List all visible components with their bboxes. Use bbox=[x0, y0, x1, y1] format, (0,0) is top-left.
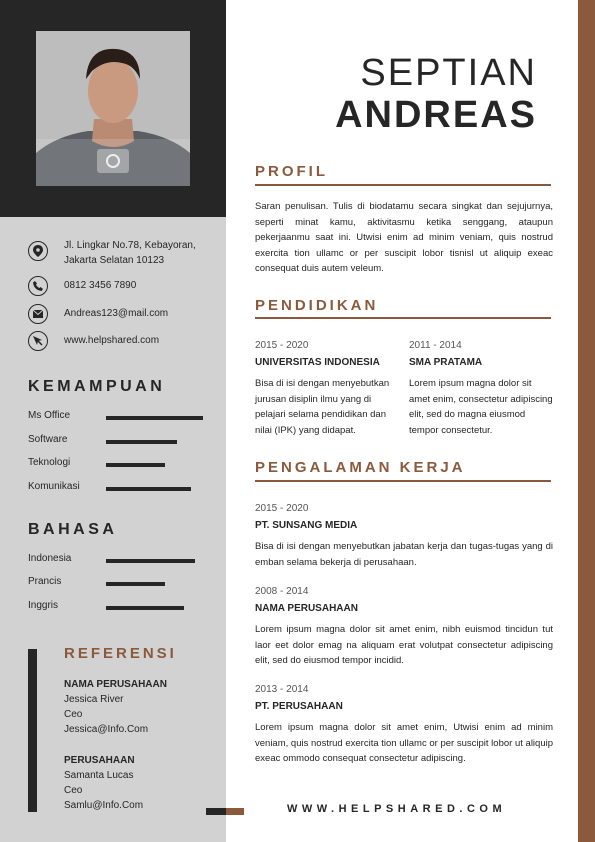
education-school: SMA PRATAMA bbox=[409, 357, 483, 368]
address-line-2: Jakarta Selatan 10123 bbox=[64, 255, 165, 266]
education-divider bbox=[255, 317, 551, 319]
profile-text: Saran penulisan. Tulis di biodatamu secara singkat dan sejujurnya, seperti minat kamu, aktivitasmu ketika senggang, ataupun pekerjaanmu saat ini. Utwisi enim ad minim veniam, quis nostrud exercita tion ullamc or per suscipit lobor tisnisl ut aliquip exeac consequat duis autem veleum. bbox=[255, 201, 553, 274]
language-bar bbox=[106, 582, 203, 586]
references-accent-bar bbox=[28, 649, 37, 812]
language-label: Prancis bbox=[28, 576, 62, 587]
skill-label: Teknologi bbox=[28, 457, 71, 468]
website-text: www.helpshared.com bbox=[64, 335, 160, 346]
experience-divider bbox=[255, 480, 551, 482]
reference-company: NAMA PERUSAHAAN bbox=[64, 679, 167, 690]
skill-label: Software bbox=[28, 434, 68, 445]
education-heading: PENDIDIKAN bbox=[255, 297, 379, 314]
name-first: SEPTIAN bbox=[360, 52, 537, 94]
skill-bar bbox=[106, 416, 203, 420]
footer-accent-brown bbox=[226, 808, 244, 815]
reference-person: Samanta Lucas bbox=[64, 770, 134, 781]
experience-item bbox=[255, 584, 553, 669]
experience-period: 2015 - 2020 bbox=[255, 503, 309, 514]
profile-photo bbox=[36, 31, 190, 186]
skills-heading: KEMAMPUAN bbox=[28, 378, 166, 395]
education-desc: Bisa di isi dengan menyebutkan jurusan disiplin ilmu yang di pelajari selama pendidikan dan nilai (IPK) yang didapat. bbox=[255, 378, 390, 436]
reference-email: Jessica@Info.Com bbox=[64, 724, 149, 735]
right-accent-bar bbox=[578, 0, 595, 842]
experience-desc: Lorem ipsum magna dolor sit amet enim, nibh euismod tincidun tut laor eet dolor emag na aliquam erat volutpat consectetur adipiscing elit, sed do eiusmod tempor incidid. bbox=[255, 624, 553, 666]
experience-heading: PENGALAMAN KERJA bbox=[255, 459, 466, 476]
reference-role: Ceo bbox=[64, 785, 83, 796]
email-text: Andreas123@mail.com bbox=[64, 308, 169, 319]
reference-role: Ceo bbox=[64, 709, 83, 720]
experience-period: 2008 - 2014 bbox=[255, 586, 309, 597]
skill-bar bbox=[106, 440, 203, 444]
skill-bar bbox=[106, 487, 203, 491]
skill-label: Komunikasi bbox=[28, 481, 80, 492]
experience-company: PT. SUNSANG MEDIA bbox=[255, 520, 358, 531]
reference-item bbox=[64, 677, 214, 737]
experience-desc: Lorem ipsum magna dolor sit amet enim, Utwisi enim ad minim veniam, quis nostrud exercita tion ullamc or per suscipit lobor ut aliquip exeac ommodo consequat consectetur adipiscing. bbox=[255, 722, 553, 764]
experience-company: PT. PERUSAHAAN bbox=[255, 701, 343, 712]
experience-item bbox=[255, 501, 553, 570]
name-last: ANDREAS bbox=[335, 94, 537, 136]
profile-divider bbox=[255, 184, 551, 186]
profile-heading: PROFIL bbox=[255, 163, 328, 180]
address-line-1: Jl. Lingkar No.78, Kebayoran, bbox=[64, 240, 196, 251]
footer-url[interactable]: WWW.HELPSHARED.COM bbox=[287, 803, 507, 815]
language-label: Inggris bbox=[28, 600, 59, 611]
reference-person: Jessica River bbox=[64, 694, 124, 705]
skill-label: Ms Office bbox=[28, 410, 71, 421]
education-school: UNIVERSITAS INDONESIA bbox=[255, 357, 380, 368]
camera-icon bbox=[97, 149, 129, 173]
cursor-icon bbox=[28, 331, 48, 351]
language-bar bbox=[106, 606, 203, 610]
experience-desc: Bisa di isi dengan menyebutkan jabatan kerja dan tugas-tugas yang di emban selama bekerja di perusahaan. bbox=[255, 541, 553, 568]
experience-company: NAMA PERUSAHAAN bbox=[255, 603, 358, 614]
references-heading: REFERENSI bbox=[64, 645, 177, 662]
reference-item bbox=[64, 753, 214, 813]
education-desc: Lorem ipsum magna dolor sit amet enim, consectetur adipiscing elit, sed do magna eiusmod tempor consectetur. bbox=[409, 378, 553, 436]
experience-period: 2013 - 2014 bbox=[255, 684, 309, 695]
footer-accent-dark bbox=[206, 808, 226, 815]
reference-company: PERUSAHAAN bbox=[64, 755, 135, 766]
language-bar bbox=[106, 559, 203, 563]
language-label: Indonesia bbox=[28, 553, 72, 564]
experience-item bbox=[255, 682, 553, 767]
education-period: 2015 - 2020 bbox=[255, 340, 309, 351]
skill-bar bbox=[106, 463, 203, 467]
reference-email: Samlu@Info.Com bbox=[64, 800, 144, 811]
education-item bbox=[409, 338, 553, 438]
languages-heading: BAHASA bbox=[28, 521, 118, 538]
map-pin-icon bbox=[28, 241, 48, 261]
education-item bbox=[255, 338, 398, 438]
mail-icon bbox=[28, 304, 48, 324]
phone-text: 0812 3456 7890 bbox=[64, 280, 137, 291]
education-period: 2011 - 2014 bbox=[409, 340, 462, 351]
phone-icon bbox=[28, 276, 48, 296]
